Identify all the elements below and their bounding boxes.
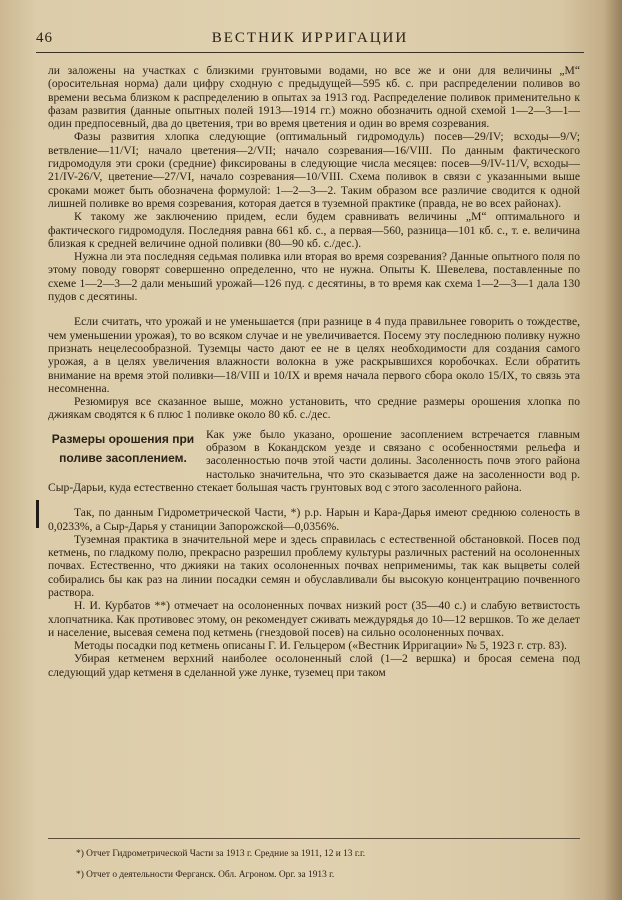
footnote: *) Отчет о деятельности Ферганск. Обл. Агроном. Орг. за 1913 г. (76, 870, 335, 880)
page-number: 46 (36, 30, 53, 46)
paragraph: Нужна ли эта последняя седьмая поливка или вторая во время созревания? Данные опытного поля по этому поводу говорят совершенно определенно, что не нужна. Опыты К. Шевелева, поставленные по схеме 1—2—3—2 дали меньший урожай—126 пуд. с десятины, в то время как схема 1—2—3—1 дала 130 пудов с десятины. (48, 250, 580, 304)
paragraph: Убирая кетменем верхний наиболее осолоненный слой (1—2 вершка) и бросая семена под следующий удар кетменя в сделанной уже лунке, туземец при таком (48, 652, 580, 679)
paragraph: Методы посадки под кетмень описаны Г. И. Гельцером («Вестник Ирригации» № 5, 1923 г. стр. 83). (74, 639, 567, 653)
paragraph: Фазы развития хлопка следующие (оптимальный гидромодуль) посев—29/IV; всходы—9/V; ветвление—11/VI; начало цветения—2/VII; начало созревания—16/VIII. По данным фактического гидромодуля эти сроки (средние) фиксированы в следующие числа месяцев: посев—9/IV-11/V, всходы—21/IV-26/V, цветение—27/VI, начало созревания—10/VIII. Схема поливок в связи с указанными выше сроками может быть обозначена формулой: 1—2—3—2. Таким образом все различие сводится к одной лишней поливке во время созревания, которая дается в туземной практике (правда, не во всех районах). (48, 130, 580, 210)
paragraph: ли заложены на участках с близкими грунтовыми водами, но все же и они для величины „M“ (оросительная норма) дали цифру сходную с предыдущей—595 кб. с. при распределении поливов во времени весьма близком к распределению в опытах за 1913 год. Распределение поливок применительно к фазам развития (данные опытных полей 1913—1914 гг.) можно обозначить одной схемой 1—2—3—1— один предпосевный, два до цветения, три во время цветения и один во время созревания. (48, 64, 580, 131)
margin-mark (36, 500, 39, 528)
paragraph: Н. И. Курбатов **) отмечает на осолоненных почвах низкий рост (35—40 с.) и слабую ветвистость хлопчатника. Как противовес этому, он рекомендует сживать междурядья до 10—12 вершков. То же делает и население, высевая семена под кетмень (гнездовой посев) на сильно осолоненных почвах. (48, 599, 580, 639)
section-heading: Размеры орошения при поливе засоплением. (51, 431, 195, 465)
paragraph: Резюмируя все сказанное выше, можно установить, что средние размеры орошения хлопка по джиякам сводятся к 6 плюс 1 поливке около 80 кб. с./дес. (48, 395, 580, 422)
journal-title: ВЕСТНИК ИРРИГАЦИИ (211, 30, 409, 46)
paragraph: Туземная практика в значительной мере и здесь справилась с естественной обстановкой. Посев под кетмень, по гладкому полю, прекрасно разрешил проблему культуры различных растений на осолоненных почвах. Естественно, что джияки на таких осолоненных почвах неприменимы, так как выцветы солей собирались бы как раз на линии посадки семян и обуславливали бы высокую концентрацию почвенного раствора. (48, 532, 580, 599)
article-body (48, 64, 580, 679)
section-block (48, 428, 580, 494)
paragraph: Так, по данным Гидрометрической Части, *) р.р. Нарын и Кара-Дарья имеют среднюю соленость в 0,0233%, а Сыр-Дарья у станиции Запорожской—0,0356%. (48, 506, 580, 533)
paragraph: Если считать, что урожай и не уменьшается (при разнице в 4 пуда правильнее говорить о тождестве, чем уменьшении урожая), то во всяком случае и не увеличивается. Посему эту последнюю поливку нужно признать нецелесообразной. Туземцы часто дают ее не в целях необходимости для создания самого урожая, а в целях увеличения влажности волокна в уже раскрывшихся коробочках. Если обратить внимание на время этой поливки—18/VIII и 10/IX и время начала первого сбора около 15/IX, то связь эта несомненна. (48, 315, 580, 395)
page-spine-shadow (604, 0, 622, 900)
footnotes (76, 844, 576, 886)
paragraph: Как уже было указано, орошение засоплением встречается главным образом в Кокандском уезде и связано с особенностями рельефа и засоленностью почв этой части долины. Засоленность почв этого района настолько значительна, что это сказывается даже на засоленности вод р. Сыр-Дарьи, куда естественно стекает большая часть грунтовых вод с этого засоленного района. (48, 427, 580, 494)
footnote-divider (48, 838, 580, 839)
footnote: *) Отчет Гидрометрической Части за 1913 г. Средние за 1911, 12 и 13 г.г. (76, 849, 366, 859)
page-header (36, 30, 584, 53)
paragraph: К такому же заключению придем, если будем сравнивать величины „M“ оптимального и фактического гидромодуля. Последняя равна 661 кб. с., а первая—560, разница—101 кб. с., т. е. величина близкая к средней величине одной поливки (80—90 кб. с./дес.). (48, 210, 580, 250)
